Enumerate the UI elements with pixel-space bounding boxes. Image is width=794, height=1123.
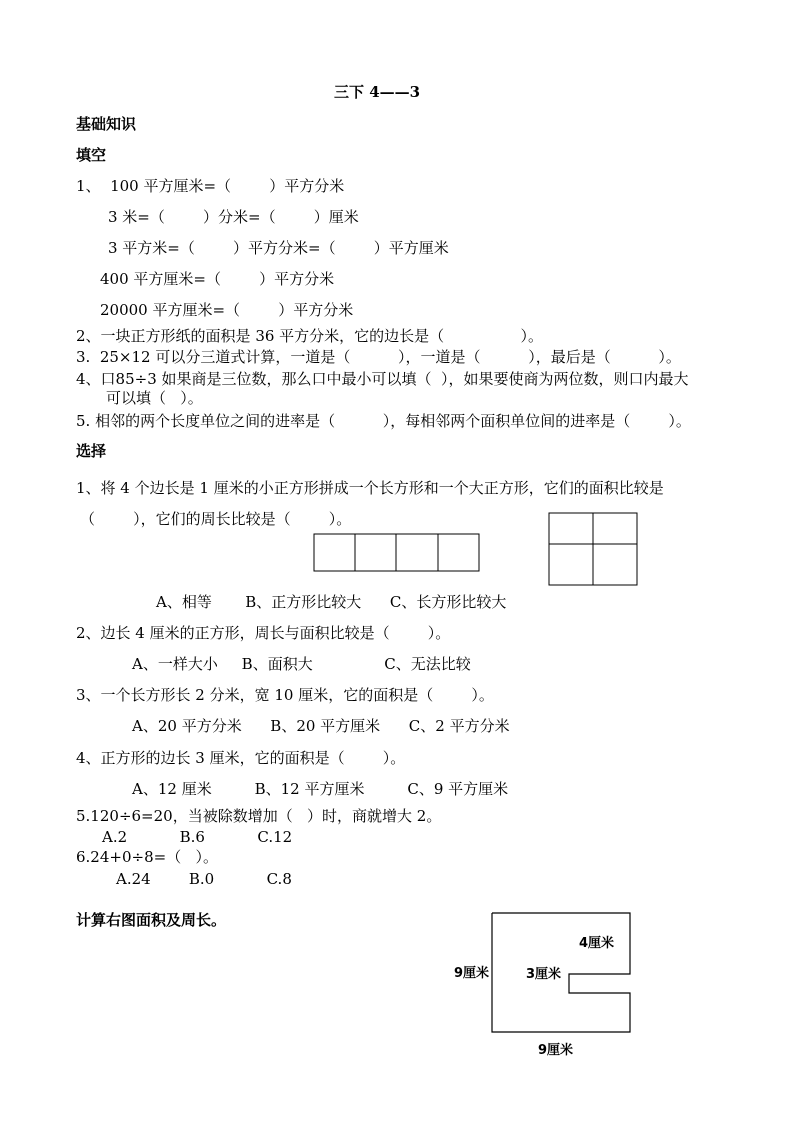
page-title: 三下 4——3 <box>334 83 421 101</box>
section-basics: 基础知识 <box>76 115 137 133</box>
fill-q1-line5: 20000 平方厘米=（ ）平方分米 <box>100 301 354 319</box>
fill-q1-line3: 3 平方米=（ ）平方分米=（ ）平方厘米 <box>108 239 449 257</box>
fill-q1-line2: 3 米=（ ）分米=（ ）厘米 <box>108 208 359 226</box>
choice-q6: 6.24+0÷8=（ ）。 <box>76 848 218 866</box>
fill-q5: 5. 相邻的两个长度单位之间的进率是（ ），每相邻两个面积单位间的进率是（ ）。 <box>76 412 691 430</box>
section-fill: 填空 <box>76 146 107 164</box>
choice-q5-options: A.2 B.6 C.12 <box>102 828 293 846</box>
fill-q4-line2: 可以填（ ）。 <box>106 389 203 407</box>
label-notch-side: 3厘米 <box>526 967 562 982</box>
fill-q3: 3. 25×12 可以分三道式计算，一道是（ ），一道是（ ），最后是（ ）。 <box>76 348 681 366</box>
choice-q1-line2: （ ），它们的周长比较是（ ）。 <box>80 510 352 528</box>
fill-q4-line1: 4、口85÷3 如果商是三位数，那么口中最小可以填（ ），如果要使商为两位数，则口内最大 <box>76 370 689 388</box>
choice-q1-options: A、相等 B、正方形比较大 C、长方形比较大 <box>156 593 507 611</box>
choice-q3-options: A、20 平方分米 B、20 平方厘米 C、2 平方分米 <box>132 717 510 735</box>
choice-q2-options: A、一样大小 B、面积大 C、无法比较 <box>132 655 471 673</box>
choice-q6-options: A.24 B.0 C.8 <box>116 870 292 888</box>
notched-shape-figure <box>490 911 634 1035</box>
choice-q4-options: A、12 厘米 B、12 平方厘米 C、9 平方厘米 <box>132 780 509 798</box>
section-calc: 计算右图面积及周长。 <box>76 911 227 929</box>
rectangle-figure <box>313 533 481 573</box>
choice-q3: 3、一个长方形长 2 分米，宽 10 厘米，它的面积是（ ）。 <box>76 686 494 704</box>
label-bottom-side: 9厘米 <box>538 1043 574 1058</box>
square-figure <box>548 512 640 588</box>
choice-q4: 4、正方形的边长 3 厘米，它的面积是（ ）。 <box>76 749 406 767</box>
label-left-side: 9厘米 <box>454 966 490 981</box>
fill-q2: 2、一块正方形纸的面积是 36 平方分米，它的边长是（ ）。 <box>76 327 543 345</box>
fill-q1-line4: 400 平方厘米=（ ）平方分米 <box>100 270 335 288</box>
choice-q1-line1: 1、将 4 个边长是 1 厘米的小正方形拼成一个长方形和一个大正方形，它们的面积比较是 <box>76 479 664 497</box>
section-choice: 选择 <box>76 442 107 460</box>
fill-q1-line1: 1、 100 平方厘米=（ ）平方分米 <box>76 177 345 195</box>
choice-q5: 5.120÷6=20，当被除数增加（ ）时，商就增大 2。 <box>76 807 442 825</box>
label-notch-top: 4厘米 <box>579 936 615 951</box>
choice-q2: 2、边长 4 厘米的正方形，周长与面积比较是（ ）。 <box>76 624 451 642</box>
